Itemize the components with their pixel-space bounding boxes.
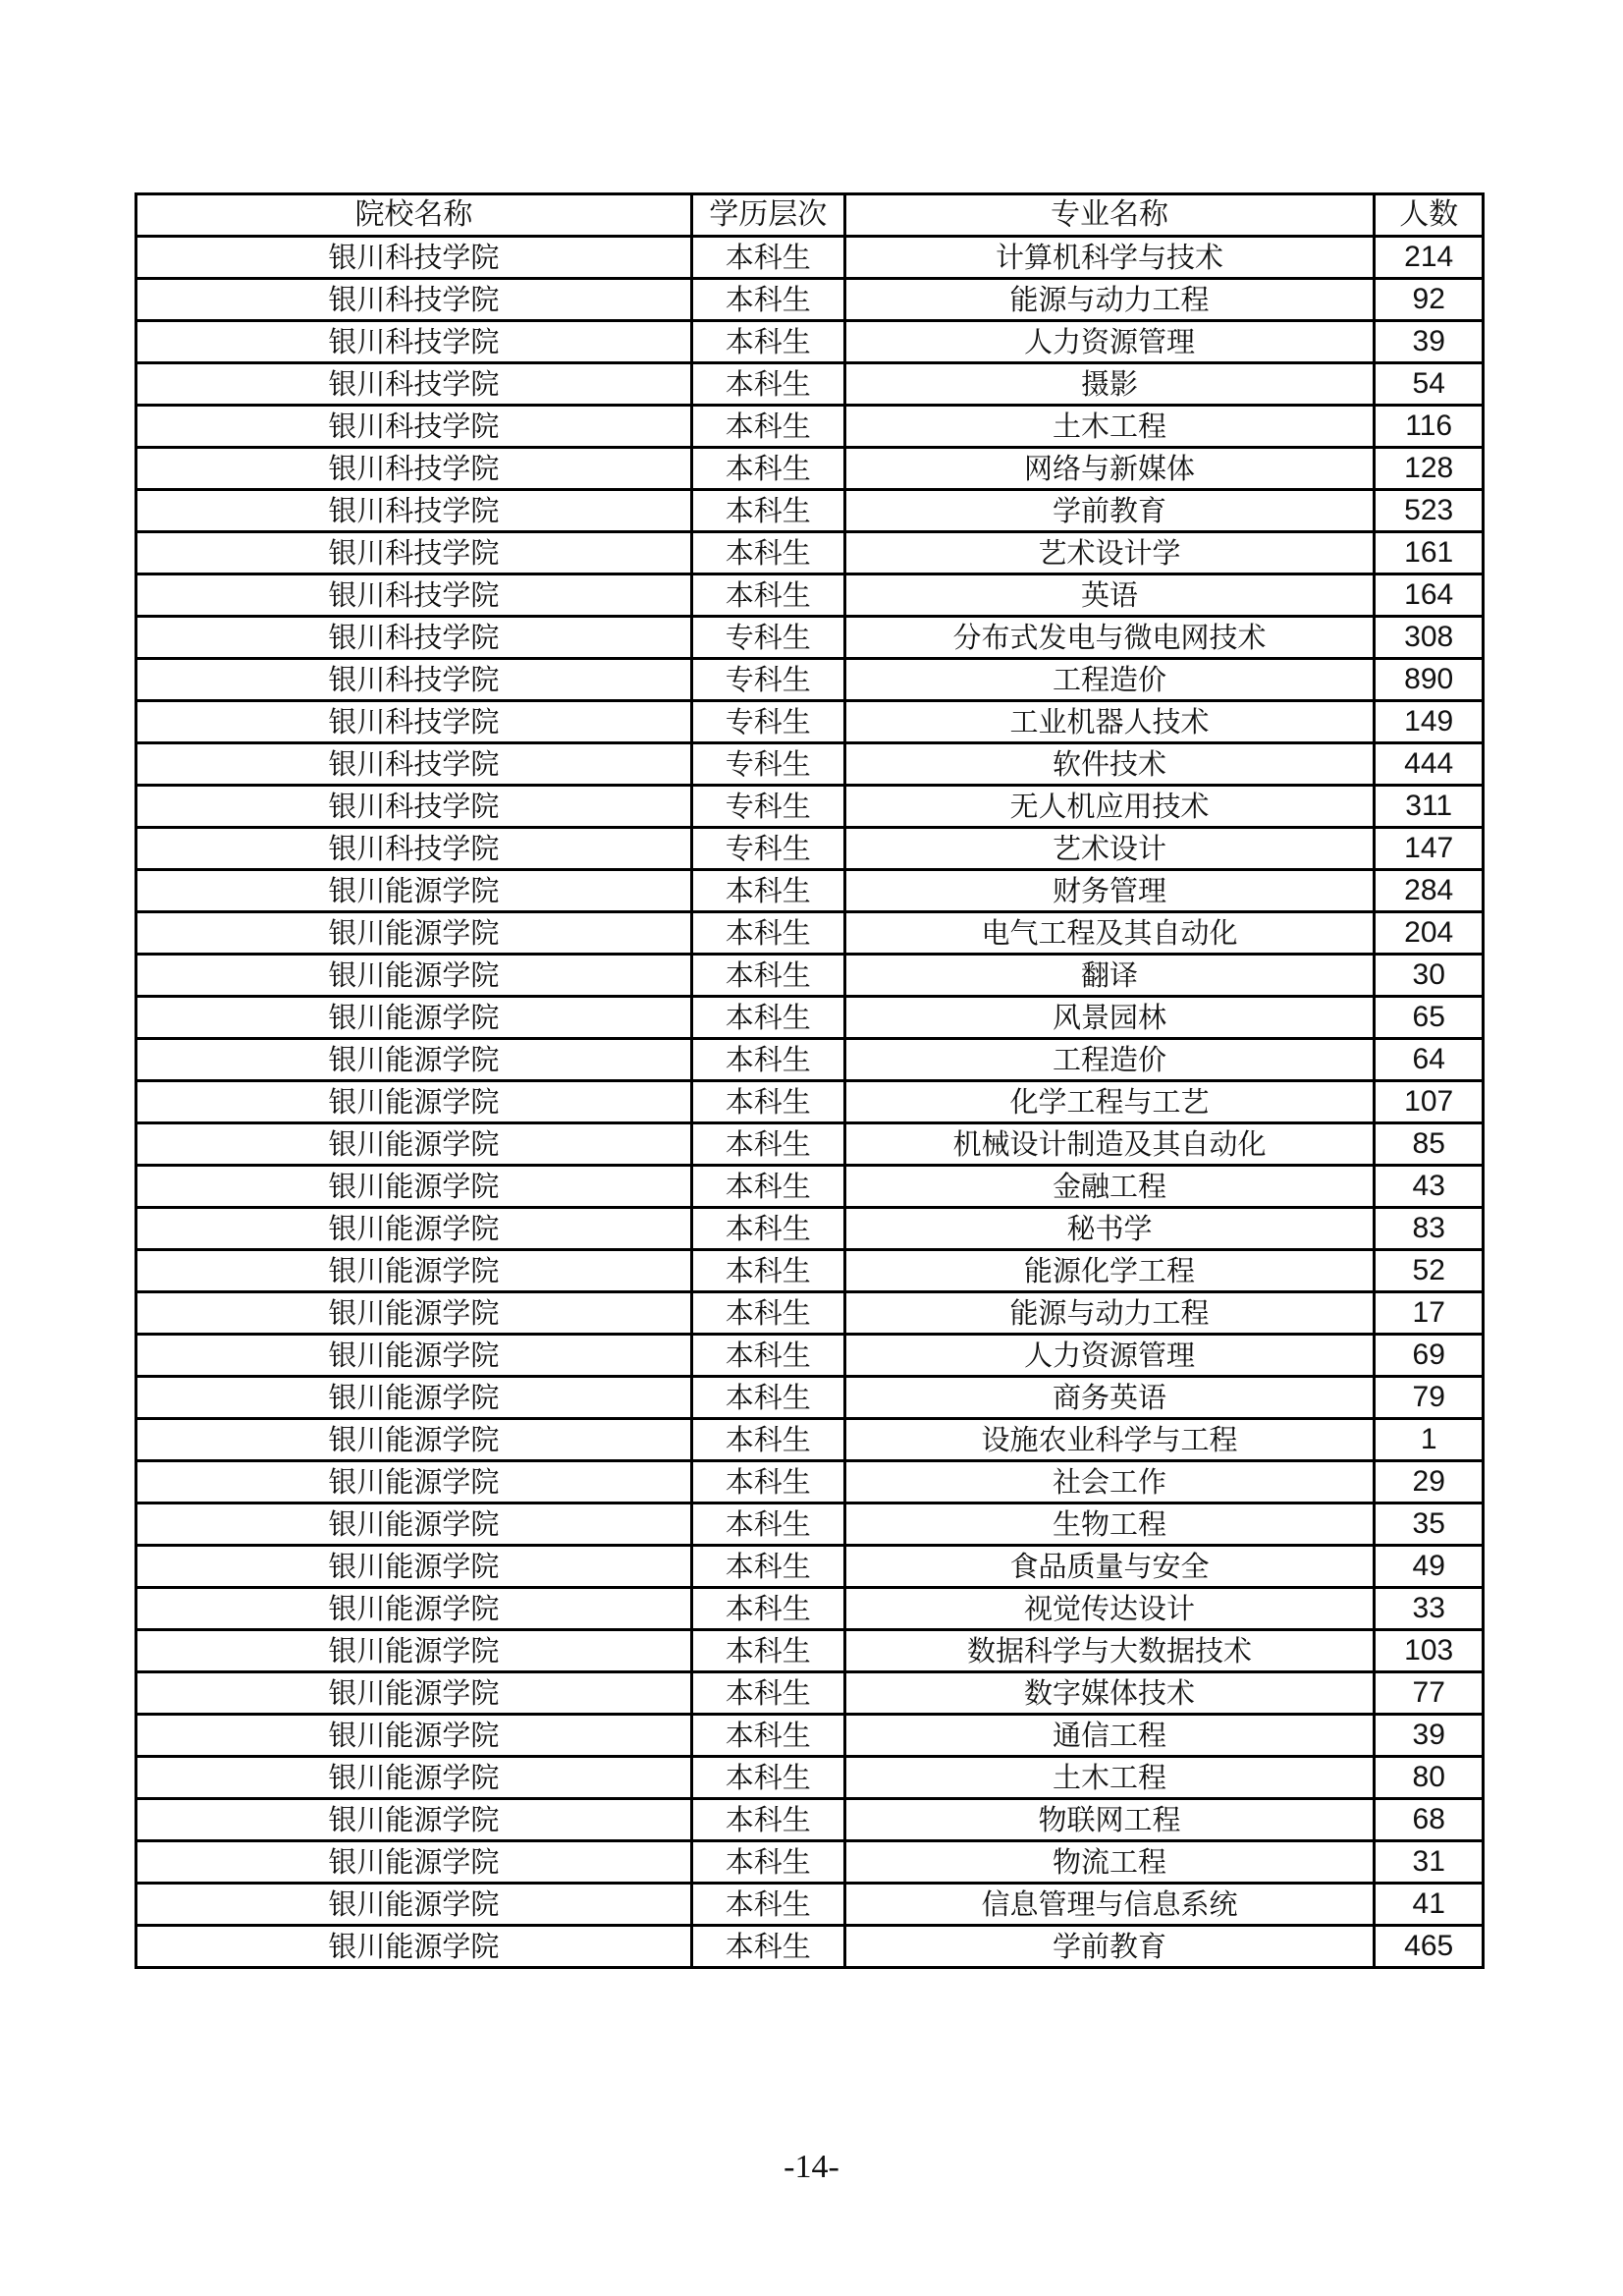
major-cell: 人力资源管理 xyxy=(844,321,1375,363)
degree-level-cell: 本科生 xyxy=(691,237,844,279)
enrollment-table xyxy=(135,192,1485,1969)
institution-cell: 银川能源学院 xyxy=(136,1208,692,1250)
header-count: 人数 xyxy=(1375,194,1484,237)
table-row xyxy=(136,1884,1484,1926)
count-cell: 1 xyxy=(1375,1419,1484,1461)
count-cell: 161 xyxy=(1375,532,1484,574)
institution-cell: 银川能源学院 xyxy=(136,1419,692,1461)
header-institution: 院校名称 xyxy=(136,194,692,237)
table-row xyxy=(136,701,1484,743)
table-row xyxy=(136,1208,1484,1250)
institution-cell: 银川科技学院 xyxy=(136,574,692,617)
count-cell: 83 xyxy=(1375,1208,1484,1250)
table-row xyxy=(136,659,1484,701)
major-cell: 土木工程 xyxy=(844,1757,1375,1799)
count-cell: 39 xyxy=(1375,1715,1484,1757)
major-cell: 翻译 xyxy=(844,955,1375,997)
table-row xyxy=(136,1419,1484,1461)
major-cell: 金融工程 xyxy=(844,1166,1375,1208)
table-row xyxy=(136,1715,1484,1757)
degree-level-cell: 专科生 xyxy=(691,617,844,659)
table-row xyxy=(136,574,1484,617)
count-cell: 29 xyxy=(1375,1461,1484,1503)
institution-cell: 银川能源学院 xyxy=(136,1926,692,1968)
degree-level-cell: 本科生 xyxy=(691,1926,844,1968)
count-cell: 92 xyxy=(1375,279,1484,321)
degree-level-cell: 本科生 xyxy=(691,532,844,574)
institution-cell: 银川能源学院 xyxy=(136,1377,692,1419)
major-cell: 艺术设计 xyxy=(844,828,1375,870)
institution-cell: 银川能源学院 xyxy=(136,1081,692,1123)
degree-level-cell: 本科生 xyxy=(691,955,844,997)
table-row xyxy=(136,786,1484,828)
major-cell: 土木工程 xyxy=(844,406,1375,448)
institution-cell: 银川科技学院 xyxy=(136,363,692,406)
institution-cell: 银川能源学院 xyxy=(136,1757,692,1799)
major-cell: 视觉传达设计 xyxy=(844,1588,1375,1630)
table-row xyxy=(136,1588,1484,1630)
institution-cell: 银川能源学院 xyxy=(136,1503,692,1546)
degree-level-cell: 本科生 xyxy=(691,1081,844,1123)
count-cell: 80 xyxy=(1375,1757,1484,1799)
major-cell: 软件技术 xyxy=(844,743,1375,786)
count-cell: 77 xyxy=(1375,1672,1484,1715)
institution-cell: 银川科技学院 xyxy=(136,532,692,574)
major-cell: 工程造价 xyxy=(844,659,1375,701)
count-cell: 35 xyxy=(1375,1503,1484,1546)
table-row xyxy=(136,1546,1484,1588)
table-row xyxy=(136,532,1484,574)
major-cell: 数字媒体技术 xyxy=(844,1672,1375,1715)
institution-cell: 银川科技学院 xyxy=(136,279,692,321)
table-row xyxy=(136,1926,1484,1968)
count-cell: 214 xyxy=(1375,237,1484,279)
table-row xyxy=(136,617,1484,659)
institution-cell: 银川科技学院 xyxy=(136,490,692,532)
major-cell: 设施农业科学与工程 xyxy=(844,1419,1375,1461)
count-cell: 64 xyxy=(1375,1039,1484,1081)
degree-level-cell: 本科生 xyxy=(691,1630,844,1672)
table-row xyxy=(136,1166,1484,1208)
count-cell: 523 xyxy=(1375,490,1484,532)
institution-cell: 银川科技学院 xyxy=(136,617,692,659)
degree-level-cell: 专科生 xyxy=(691,786,844,828)
institution-cell: 银川能源学院 xyxy=(136,1799,692,1841)
degree-level-cell: 本科生 xyxy=(691,321,844,363)
table-row xyxy=(136,1672,1484,1715)
degree-level-cell: 本科生 xyxy=(691,279,844,321)
count-cell: 164 xyxy=(1375,574,1484,617)
degree-level-cell: 本科生 xyxy=(691,448,844,490)
degree-level-cell: 本科生 xyxy=(691,574,844,617)
count-cell: 284 xyxy=(1375,870,1484,912)
institution-cell: 银川能源学院 xyxy=(136,1292,692,1335)
count-cell: 43 xyxy=(1375,1166,1484,1208)
table-row xyxy=(136,1461,1484,1503)
degree-level-cell: 专科生 xyxy=(691,828,844,870)
count-cell: 30 xyxy=(1375,955,1484,997)
table-row xyxy=(136,363,1484,406)
table-row xyxy=(136,1081,1484,1123)
count-cell: 308 xyxy=(1375,617,1484,659)
degree-level-cell: 本科生 xyxy=(691,406,844,448)
table-row xyxy=(136,912,1484,955)
table-row xyxy=(136,321,1484,363)
degree-level-cell: 本科生 xyxy=(691,1841,844,1884)
major-cell: 学前教育 xyxy=(844,490,1375,532)
table-row xyxy=(136,997,1484,1039)
count-cell: 41 xyxy=(1375,1884,1484,1926)
major-cell: 学前教育 xyxy=(844,1926,1375,1968)
degree-level-cell: 本科生 xyxy=(691,1884,844,1926)
major-cell: 人力资源管理 xyxy=(844,1335,1375,1377)
major-cell: 社会工作 xyxy=(844,1461,1375,1503)
major-cell: 化学工程与工艺 xyxy=(844,1081,1375,1123)
count-cell: 116 xyxy=(1375,406,1484,448)
major-cell: 信息管理与信息系统 xyxy=(844,1884,1375,1926)
institution-cell: 银川科技学院 xyxy=(136,237,692,279)
table-row xyxy=(136,1799,1484,1841)
table-header-row xyxy=(136,194,1484,237)
major-cell: 摄影 xyxy=(844,363,1375,406)
major-cell: 英语 xyxy=(844,574,1375,617)
count-cell: 890 xyxy=(1375,659,1484,701)
count-cell: 85 xyxy=(1375,1123,1484,1166)
count-cell: 49 xyxy=(1375,1546,1484,1588)
count-cell: 52 xyxy=(1375,1250,1484,1292)
institution-cell: 银川能源学院 xyxy=(136,870,692,912)
table-row xyxy=(136,955,1484,997)
degree-level-cell: 本科生 xyxy=(691,1503,844,1546)
degree-level-cell: 本科生 xyxy=(691,1546,844,1588)
major-cell: 艺术设计学 xyxy=(844,532,1375,574)
count-cell: 128 xyxy=(1375,448,1484,490)
degree-level-cell: 本科生 xyxy=(691,870,844,912)
count-cell: 465 xyxy=(1375,1926,1484,1968)
institution-cell: 银川能源学院 xyxy=(136,1250,692,1292)
major-cell: 无人机应用技术 xyxy=(844,786,1375,828)
table-row xyxy=(136,406,1484,448)
degree-level-cell: 本科生 xyxy=(691,1208,844,1250)
table-row xyxy=(136,1503,1484,1546)
institution-cell: 银川能源学院 xyxy=(136,1335,692,1377)
institution-cell: 银川能源学院 xyxy=(136,1123,692,1166)
count-cell: 204 xyxy=(1375,912,1484,955)
degree-level-cell: 专科生 xyxy=(691,659,844,701)
count-cell: 69 xyxy=(1375,1335,1484,1377)
count-cell: 65 xyxy=(1375,997,1484,1039)
degree-level-cell: 本科生 xyxy=(691,490,844,532)
table-row xyxy=(136,1630,1484,1672)
table-row xyxy=(136,237,1484,279)
institution-cell: 银川能源学院 xyxy=(136,1715,692,1757)
count-cell: 79 xyxy=(1375,1377,1484,1419)
institution-cell: 银川科技学院 xyxy=(136,406,692,448)
degree-level-cell: 本科生 xyxy=(691,912,844,955)
institution-cell: 银川科技学院 xyxy=(136,321,692,363)
major-cell: 秘书学 xyxy=(844,1208,1375,1250)
major-cell: 分布式发电与微电网技术 xyxy=(844,617,1375,659)
table-row xyxy=(136,448,1484,490)
institution-cell: 银川能源学院 xyxy=(136,912,692,955)
degree-level-cell: 本科生 xyxy=(691,1377,844,1419)
table-row xyxy=(136,1292,1484,1335)
count-cell: 31 xyxy=(1375,1841,1484,1884)
table-row xyxy=(136,1377,1484,1419)
degree-level-cell: 本科生 xyxy=(691,1461,844,1503)
table-row xyxy=(136,743,1484,786)
table-body xyxy=(136,237,1484,1968)
table-row xyxy=(136,828,1484,870)
institution-cell: 银川能源学院 xyxy=(136,1588,692,1630)
major-cell: 工程造价 xyxy=(844,1039,1375,1081)
table-row xyxy=(136,279,1484,321)
count-cell: 147 xyxy=(1375,828,1484,870)
degree-level-cell: 专科生 xyxy=(691,701,844,743)
institution-cell: 银川科技学院 xyxy=(136,701,692,743)
count-cell: 149 xyxy=(1375,701,1484,743)
major-cell: 工业机器人技术 xyxy=(844,701,1375,743)
header-major: 专业名称 xyxy=(844,194,1375,237)
institution-cell: 银川能源学院 xyxy=(136,1166,692,1208)
institution-cell: 银川科技学院 xyxy=(136,659,692,701)
header-degree-level: 学历层次 xyxy=(691,194,844,237)
degree-level-cell: 本科生 xyxy=(691,1292,844,1335)
institution-cell: 银川能源学院 xyxy=(136,1841,692,1884)
degree-level-cell: 本科生 xyxy=(691,997,844,1039)
table-row xyxy=(136,1039,1484,1081)
degree-level-cell: 本科生 xyxy=(691,1039,844,1081)
table-row xyxy=(136,490,1484,532)
table-row xyxy=(136,870,1484,912)
table-row xyxy=(136,1335,1484,1377)
page-number: -14- xyxy=(784,2149,839,2185)
degree-level-cell: 本科生 xyxy=(691,1588,844,1630)
count-cell: 444 xyxy=(1375,743,1484,786)
major-cell: 计算机科学与技术 xyxy=(844,237,1375,279)
major-cell: 财务管理 xyxy=(844,870,1375,912)
count-cell: 68 xyxy=(1375,1799,1484,1841)
major-cell: 物流工程 xyxy=(844,1841,1375,1884)
table-row xyxy=(136,1757,1484,1799)
degree-level-cell: 本科生 xyxy=(691,1715,844,1757)
institution-cell: 银川能源学院 xyxy=(136,997,692,1039)
major-cell: 能源与动力工程 xyxy=(844,1292,1375,1335)
major-cell: 商务英语 xyxy=(844,1377,1375,1419)
table-row xyxy=(136,1841,1484,1884)
institution-cell: 银川科技学院 xyxy=(136,448,692,490)
institution-cell: 银川科技学院 xyxy=(136,786,692,828)
major-cell: 食品质量与安全 xyxy=(844,1546,1375,1588)
count-cell: 54 xyxy=(1375,363,1484,406)
major-cell: 数据科学与大数据技术 xyxy=(844,1630,1375,1672)
count-cell: 33 xyxy=(1375,1588,1484,1630)
major-cell: 风景园林 xyxy=(844,997,1375,1039)
major-cell: 网络与新媒体 xyxy=(844,448,1375,490)
major-cell: 电气工程及其自动化 xyxy=(844,912,1375,955)
major-cell: 通信工程 xyxy=(844,1715,1375,1757)
institution-cell: 银川科技学院 xyxy=(136,828,692,870)
table-row xyxy=(136,1123,1484,1166)
degree-level-cell: 本科生 xyxy=(691,1419,844,1461)
count-cell: 311 xyxy=(1375,786,1484,828)
institution-cell: 银川能源学院 xyxy=(136,1039,692,1081)
degree-level-cell: 本科生 xyxy=(691,1799,844,1841)
major-cell: 生物工程 xyxy=(844,1503,1375,1546)
institution-cell: 银川能源学院 xyxy=(136,955,692,997)
institution-cell: 银川能源学院 xyxy=(136,1672,692,1715)
institution-cell: 银川能源学院 xyxy=(136,1630,692,1672)
degree-level-cell: 本科生 xyxy=(691,1757,844,1799)
table-row xyxy=(136,1250,1484,1292)
institution-cell: 银川科技学院 xyxy=(136,743,692,786)
degree-level-cell: 本科生 xyxy=(691,1123,844,1166)
degree-level-cell: 本科生 xyxy=(691,363,844,406)
institution-cell: 银川能源学院 xyxy=(136,1546,692,1588)
count-cell: 17 xyxy=(1375,1292,1484,1335)
institution-cell: 银川能源学院 xyxy=(136,1461,692,1503)
count-cell: 39 xyxy=(1375,321,1484,363)
major-cell: 物联网工程 xyxy=(844,1799,1375,1841)
degree-level-cell: 本科生 xyxy=(691,1672,844,1715)
major-cell: 机械设计制造及其自动化 xyxy=(844,1123,1375,1166)
degree-level-cell: 专科生 xyxy=(691,743,844,786)
count-cell: 107 xyxy=(1375,1081,1484,1123)
major-cell: 能源化学工程 xyxy=(844,1250,1375,1292)
degree-level-cell: 本科生 xyxy=(691,1166,844,1208)
institution-cell: 银川能源学院 xyxy=(136,1884,692,1926)
degree-level-cell: 本科生 xyxy=(691,1250,844,1292)
degree-level-cell: 本科生 xyxy=(691,1335,844,1377)
major-cell: 能源与动力工程 xyxy=(844,279,1375,321)
count-cell: 103 xyxy=(1375,1630,1484,1672)
